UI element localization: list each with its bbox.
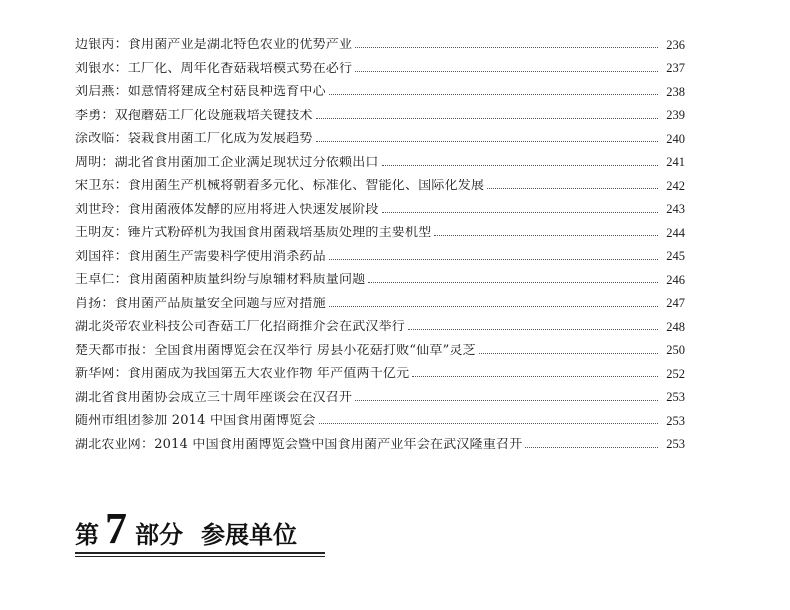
- toc-entry-page: 250: [666, 343, 685, 357]
- toc-entry-title: 刘启燕：如意情将建成全村菇良种选育中心: [75, 85, 326, 99]
- toc-entry-title: 楚天都市报：全国食用菌博览会在汉举行 房县小花菇打败“仙草”灵芝: [75, 343, 476, 357]
- toc-entry-title: 湖北省食用菌协会成立三十周年座谈会在汉召开: [75, 390, 353, 404]
- toc-entry[interactable]: [75, 221, 685, 245]
- dot-leader: [382, 165, 658, 166]
- table-of-contents: [75, 33, 685, 456]
- toc-entry-page: 240: [666, 131, 685, 146]
- toc-entry[interactable]: [75, 409, 685, 433]
- toc-entry[interactable]: [75, 245, 685, 269]
- dot-leader: [316, 118, 658, 119]
- toc-entry[interactable]: [75, 339, 685, 363]
- toc-entry[interactable]: [75, 362, 685, 386]
- dot-leader: [382, 212, 658, 213]
- toc-entry[interactable]: [75, 151, 685, 175]
- section-number: 7: [105, 504, 127, 553]
- toc-entry[interactable]: [75, 127, 685, 151]
- toc-entry-page: 246: [666, 272, 685, 287]
- toc-entry[interactable]: [75, 198, 685, 222]
- toc-entry-title: 王卓仁：食用菌菌种质量纠纷与原辅材料质量问题: [75, 273, 366, 287]
- title-underline: [75, 552, 325, 554]
- toc-entry-title: 随州市组团参加 2014 中国食用菌博览会: [75, 414, 316, 428]
- toc-entry-page: 244: [666, 225, 685, 240]
- section-prefix: 第: [75, 521, 99, 549]
- title-underline-thin: [75, 556, 325, 557]
- toc-entry-page: 239: [666, 108, 685, 122]
- toc-entry[interactable]: [75, 433, 685, 457]
- dot-leader: [329, 94, 658, 95]
- toc-entry-title: 刘世玲：食用菌液体发酵的应用将进入快速发展阶段: [75, 202, 379, 216]
- toc-entry[interactable]: [75, 315, 685, 339]
- toc-entry-page: 242: [666, 178, 685, 193]
- toc-entry[interactable]: [75, 268, 685, 292]
- dot-leader: [412, 376, 658, 377]
- section-heading: [75, 504, 297, 553]
- toc-entry-page: 253: [666, 413, 685, 428]
- toc-entry-page: 247: [666, 296, 685, 310]
- toc-entry-page: 237: [666, 61, 685, 75]
- toc-entry-title: 边银丙：食用菌产业是湖北特色农业的优势产业: [75, 38, 353, 52]
- toc-entry-title: 肖扬：食用菌产品质量安全问题与应对措施: [75, 296, 326, 310]
- toc-entry[interactable]: [75, 174, 685, 198]
- dot-leader: [525, 447, 658, 448]
- dot-leader: [434, 235, 658, 236]
- dot-leader: [355, 47, 658, 48]
- section-part-label: 部分: [135, 521, 183, 549]
- dot-leader: [368, 282, 658, 283]
- dot-leader: [479, 353, 658, 354]
- toc-entry-title: 刘国祥：食用菌生产需要科学使用消杀药品: [75, 249, 326, 263]
- toc-entry-title: 李勇：双孢蘑菇工厂化设施栽培关键技术: [75, 108, 313, 122]
- toc-entry[interactable]: [75, 386, 685, 410]
- toc-entry-page: 241: [666, 155, 685, 169]
- section-name: 参展单位: [201, 521, 297, 549]
- dot-leader: [316, 141, 658, 142]
- toc-entry-page: 252: [666, 366, 685, 381]
- toc-entry-page: 248: [666, 319, 685, 334]
- dot-leader: [487, 188, 658, 189]
- dot-leader: [408, 329, 658, 330]
- toc-entry-page: 236: [666, 37, 685, 52]
- toc-entry-title: 周明：湖北省食用菌加工企业满足现状过分依赖出口: [75, 155, 379, 169]
- toc-entry[interactable]: [75, 57, 685, 81]
- dot-leader: [319, 423, 658, 424]
- toc-entry-title: 王明友：锤片式粉碎机为我国食用菌栽培基质处理的主要机型: [75, 226, 432, 240]
- toc-entry-page: 253: [666, 390, 685, 404]
- toc-entry-page: 253: [666, 437, 685, 451]
- dot-leader: [329, 306, 658, 307]
- dot-leader: [329, 259, 658, 260]
- toc-entry[interactable]: [75, 80, 685, 104]
- toc-entry-page: 243: [666, 202, 685, 216]
- toc-entry[interactable]: [75, 33, 685, 57]
- dot-leader: [355, 71, 658, 72]
- dot-leader: [355, 400, 658, 401]
- toc-entry-title: 涂改临：袋栽食用菌工厂化成为发展趋势: [75, 132, 313, 146]
- toc-entry-title: 新华网：食用菌成为我国第五大农业作物 年产值两千亿元: [75, 367, 410, 381]
- toc-entry-title: 宋卫东：食用菌生产机械将朝着多元化、标准化、智能化、国际化发展: [75, 179, 485, 193]
- toc-entry-title: 湖北农业网：2014 中国食用菌博览会暨中国食用菌产业年会在武汉隆重召开: [75, 437, 523, 451]
- toc-entry-title: 湖北炎帝农业科技公司香菇工厂化招商推介会在武汉举行: [75, 320, 406, 334]
- toc-entry-title: 刘银水：工厂化、周年化香菇栽培模式势在必行: [75, 61, 353, 75]
- toc-entry[interactable]: [75, 292, 685, 316]
- toc-entry[interactable]: [75, 104, 685, 128]
- toc-entry-page: 238: [666, 84, 685, 99]
- toc-entry-page: 245: [666, 249, 685, 263]
